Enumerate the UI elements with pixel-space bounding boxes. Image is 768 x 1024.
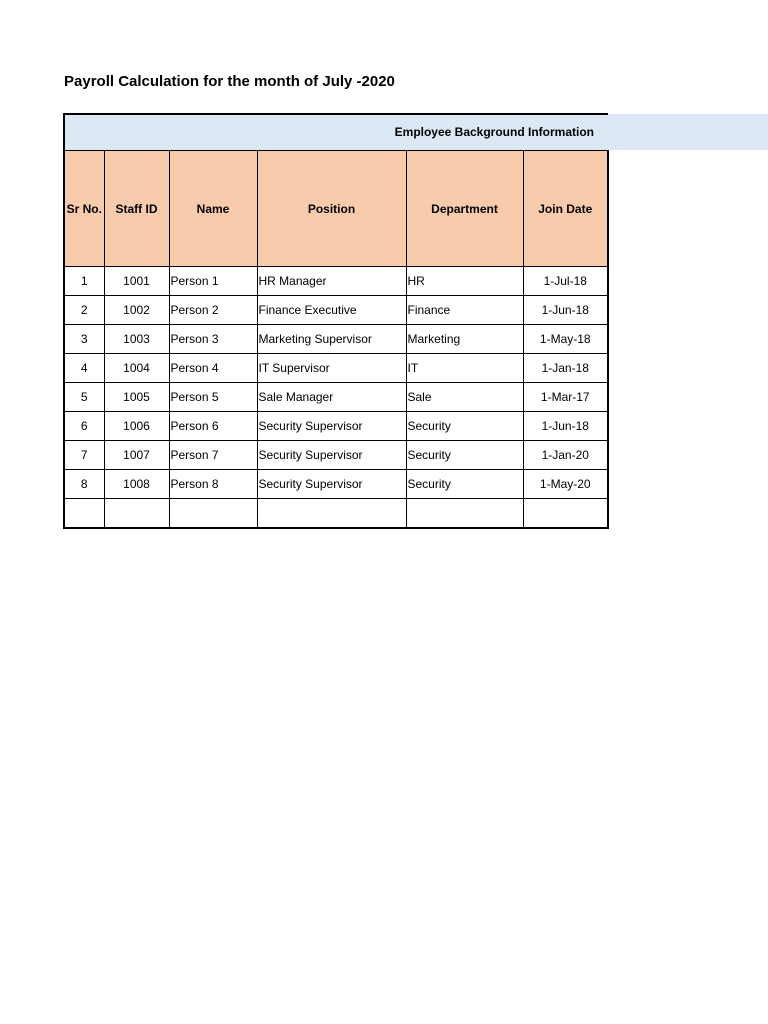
- cell-sr-no[interactable]: 3: [64, 325, 104, 354]
- cell-position[interactable]: Marketing Supervisor: [257, 325, 406, 354]
- cell-staff-id[interactable]: [104, 499, 169, 529]
- cell-sr-no[interactable]: 5: [64, 383, 104, 412]
- cell-position[interactable]: Finance Executive: [257, 296, 406, 325]
- cell-staff-id[interactable]: 1006: [104, 412, 169, 441]
- table-row-empty: [64, 499, 608, 529]
- header-join-date[interactable]: Join Date: [523, 151, 608, 267]
- cell-department[interactable]: Marketing: [406, 325, 523, 354]
- cell-sr-no[interactable]: 7: [64, 441, 104, 470]
- section-heading: Employee Background Information: [394, 125, 594, 139]
- cell-sr-no[interactable]: 8: [64, 470, 104, 499]
- cell-staff-id[interactable]: 1007: [104, 441, 169, 470]
- cell-sr-no[interactable]: 6: [64, 412, 104, 441]
- cell-join-date[interactable]: 1-May-20: [523, 470, 608, 499]
- cell-name[interactable]: Person 5: [169, 383, 257, 412]
- cell-staff-id[interactable]: 1008: [104, 470, 169, 499]
- cell-staff-id[interactable]: 1005: [104, 383, 169, 412]
- cell-position[interactable]: Sale Manager: [257, 383, 406, 412]
- cell-join-date[interactable]: 1-Jun-18: [523, 296, 608, 325]
- cell-position[interactable]: Security Supervisor: [257, 412, 406, 441]
- page-title: Payroll Calculation for the month of July -2020: [64, 73, 395, 90]
- header-staff-id[interactable]: Staff ID: [104, 151, 169, 267]
- cell-sr-no[interactable]: 1: [64, 267, 104, 296]
- cell-sr-no[interactable]: [64, 499, 104, 529]
- table-row: [64, 383, 608, 412]
- cell-name[interactable]: Person 3: [169, 325, 257, 354]
- cell-name[interactable]: Person 2: [169, 296, 257, 325]
- header-position[interactable]: Position: [257, 151, 406, 267]
- cell-position[interactable]: Security Supervisor: [257, 441, 406, 470]
- cell-name[interactable]: Person 6: [169, 412, 257, 441]
- cell-department[interactable]: Security: [406, 441, 523, 470]
- cell-staff-id[interactable]: 1002: [104, 296, 169, 325]
- cell-name[interactable]: Person 7: [169, 441, 257, 470]
- cell-join-date[interactable]: 1-Mar-17: [523, 383, 608, 412]
- cell-name[interactable]: Person 4: [169, 354, 257, 383]
- cell-position[interactable]: HR Manager: [257, 267, 406, 296]
- table-row: [64, 296, 608, 325]
- cell-staff-id[interactable]: 1003: [104, 325, 169, 354]
- cell-sr-no[interactable]: 4: [64, 354, 104, 383]
- header-row: [64, 151, 608, 267]
- cell-sr-no[interactable]: 2: [64, 296, 104, 325]
- header-department[interactable]: Department: [406, 151, 523, 267]
- cell-join-date[interactable]: [523, 499, 608, 529]
- cell-join-date[interactable]: 1-Jan-18: [523, 354, 608, 383]
- cell-department[interactable]: Security: [406, 412, 523, 441]
- cell-staff-id[interactable]: 1004: [104, 354, 169, 383]
- table-row: [64, 354, 608, 383]
- table-row: [64, 267, 608, 296]
- table-row: [64, 441, 608, 470]
- cell-department[interactable]: IT: [406, 354, 523, 383]
- header-sr-no[interactable]: Sr No.: [64, 151, 104, 267]
- cell-name[interactable]: Person 1: [169, 267, 257, 296]
- table-row: [64, 470, 608, 499]
- cell-department[interactable]: Finance: [406, 296, 523, 325]
- band-spacer-row: [64, 114, 608, 151]
- band-spacer-cell: [64, 114, 608, 151]
- cell-staff-id[interactable]: 1001: [104, 267, 169, 296]
- cell-position[interactable]: [257, 499, 406, 529]
- header-name[interactable]: Name: [169, 151, 257, 267]
- cell-department[interactable]: Sale: [406, 383, 523, 412]
- employee-table: [63, 113, 609, 529]
- cell-name[interactable]: Person 8: [169, 470, 257, 499]
- cell-position[interactable]: IT Supervisor: [257, 354, 406, 383]
- table-row: [64, 325, 608, 354]
- cell-join-date[interactable]: 1-Jun-18: [523, 412, 608, 441]
- cell-join-date[interactable]: 1-May-18: [523, 325, 608, 354]
- cell-department[interactable]: HR: [406, 267, 523, 296]
- cell-position[interactable]: Security Supervisor: [257, 470, 406, 499]
- cell-department[interactable]: [406, 499, 523, 529]
- cell-name[interactable]: [169, 499, 257, 529]
- cell-join-date[interactable]: 1-Jan-20: [523, 441, 608, 470]
- table-row: [64, 412, 608, 441]
- cell-join-date[interactable]: 1-Jul-18: [523, 267, 608, 296]
- cell-department[interactable]: Security: [406, 470, 523, 499]
